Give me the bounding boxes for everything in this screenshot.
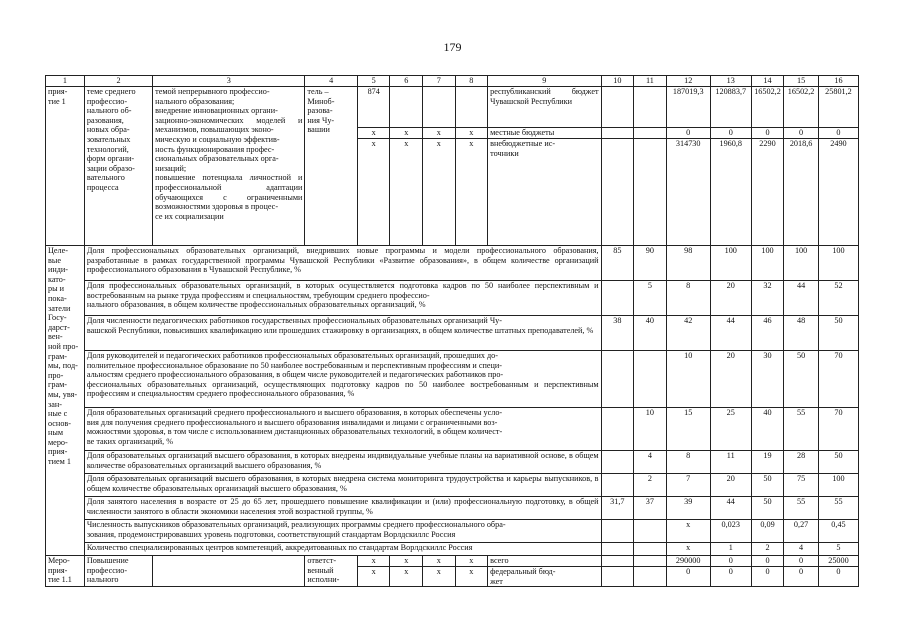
indicator-row xyxy=(46,316,859,351)
table-cell: 52 xyxy=(818,281,858,316)
table-cell: 55 xyxy=(784,408,819,451)
table-cell: 25 xyxy=(710,408,751,451)
table-cell: 28 xyxy=(784,451,819,474)
table-cell: 25000 xyxy=(818,556,858,567)
indicator-row xyxy=(46,520,859,543)
table-cell: 187019,3 xyxy=(666,87,710,128)
table-cell: 0,45 xyxy=(818,520,858,543)
table-cell: 0 xyxy=(710,567,751,587)
table-cell xyxy=(601,556,634,567)
table-cell xyxy=(601,520,634,543)
table-cell: x xyxy=(357,567,390,587)
indicator-row xyxy=(46,351,859,408)
table-cell: 98 xyxy=(666,246,710,281)
measure-number: Меро- прия- тие 1.1 xyxy=(46,556,85,587)
table-cell xyxy=(601,474,634,497)
table-cell xyxy=(423,87,456,128)
table-cell: 1960,8 xyxy=(710,139,751,246)
table-cell: 55 xyxy=(818,497,858,520)
indicator-row xyxy=(46,408,859,451)
table-cell: x xyxy=(390,556,423,567)
table-cell: 31,7 xyxy=(601,497,634,520)
header-row xyxy=(46,76,859,87)
indicator-text: Численность выпускников образовательных организаций, реализующих программы среднего профессионального обра- зования, продемонстрировавших уровень подготовки, соответствующий стандартам Ворлдскиллс Россия xyxy=(84,520,601,543)
indicator-text: Доля руководителей и педагогических работников профессиональных образовательных организаций, прошедших до- полнительное профессиональное образование по 50 наиболее востребованным и перспективным профессиям и специ- альностям среднего профессионального образования, в общем числе руководителей и педагогических работников про- фессиональных образовательных организаций, осуществляющих подготовку кадров по 50 наиболее востребованным и перспективным профессиям и специальностям среднего профессионального образования, % xyxy=(84,351,601,408)
table-cell: 0 xyxy=(784,128,819,139)
responsible-executor: тель – Миноб- разова- ния Чу- вашии xyxy=(305,87,358,246)
table-cell: 40 xyxy=(751,408,784,451)
column-number-7: 7 xyxy=(423,76,456,87)
table-cell: 7 xyxy=(666,474,710,497)
table-cell: x xyxy=(666,543,710,556)
table-cell: 75 xyxy=(784,474,819,497)
table-cell xyxy=(634,128,667,139)
table-cell: 70 xyxy=(818,408,858,451)
table-cell: 2490 xyxy=(818,139,858,246)
table-cell: 30 xyxy=(751,351,784,408)
column-number-5: 5 xyxy=(357,76,390,87)
table-cell: 10 xyxy=(666,351,710,408)
table-cell xyxy=(601,408,634,451)
column-number-3: 3 xyxy=(153,76,305,87)
table-cell: 19 xyxy=(751,451,784,474)
table-cell: 4 xyxy=(634,451,667,474)
table-cell: 42 xyxy=(666,316,710,351)
table-cell: 0,27 xyxy=(784,520,819,543)
table-cell: 55 xyxy=(784,497,819,520)
table-cell: 1 xyxy=(710,543,751,556)
table-cell: 44 xyxy=(710,497,751,520)
table-cell: 0 xyxy=(784,556,819,567)
column-number-14: 14 xyxy=(751,76,784,87)
table-cell xyxy=(601,87,634,128)
table-cell: 50 xyxy=(784,351,819,408)
table-cell: 0 xyxy=(784,567,819,587)
table-cell: x xyxy=(455,128,488,139)
table-cell xyxy=(601,543,634,556)
table-cell: 100 xyxy=(751,246,784,281)
table-cell: 20 xyxy=(710,281,751,316)
table-cell: 0 xyxy=(710,556,751,567)
measure-title: Повышение профессио- нального xyxy=(84,556,152,587)
indicator-text: Количество специализированных центров компетенций, аккредитованных по стандартам Ворлдскиллс Россия xyxy=(84,543,601,556)
program-table xyxy=(45,75,859,587)
table-cell: 16502,2 xyxy=(751,87,784,128)
table-cell xyxy=(601,567,634,587)
table-row xyxy=(46,556,859,567)
table-cell: 0 xyxy=(710,128,751,139)
indicator-row xyxy=(46,246,859,281)
table-cell: 15 xyxy=(666,408,710,451)
column-number-2: 2 xyxy=(84,76,152,87)
table-cell: x xyxy=(666,520,710,543)
table-cell xyxy=(601,351,634,408)
table-cell: x xyxy=(455,556,488,567)
table-cell: x xyxy=(423,139,456,246)
table-cell: x xyxy=(357,556,390,567)
table-cell: x xyxy=(390,139,423,246)
indicator-row xyxy=(46,543,859,556)
table-cell xyxy=(634,567,667,587)
column-number-15: 15 xyxy=(784,76,819,87)
indicator-row xyxy=(46,497,859,520)
table-cell: 16502,2 xyxy=(784,87,819,128)
table-cell: 2 xyxy=(751,543,784,556)
table-cell xyxy=(601,139,634,246)
table-cell: 85 xyxy=(601,246,634,281)
measure-number: прия- тие 1 xyxy=(46,87,85,246)
table-cell: 46 xyxy=(751,316,784,351)
indicator-row xyxy=(46,451,859,474)
table-cell xyxy=(390,87,423,128)
page-number: 179 xyxy=(443,40,462,54)
table-cell: x xyxy=(423,567,456,587)
table-cell: 2 xyxy=(634,474,667,497)
table-cell: x xyxy=(390,567,423,587)
table-cell: 50 xyxy=(818,316,858,351)
table-cell xyxy=(634,520,667,543)
table-cell: 4 xyxy=(784,543,819,556)
column-number-1: 1 xyxy=(46,76,85,87)
column-number-4: 4 xyxy=(305,76,358,87)
table-cell: x xyxy=(455,567,488,587)
measure-description xyxy=(153,556,305,587)
table-cell: 38 xyxy=(601,316,634,351)
table-cell xyxy=(634,351,667,408)
table-cell: 5 xyxy=(818,543,858,556)
table-cell: x xyxy=(455,139,488,246)
table-cell: 90 xyxy=(634,246,667,281)
table-cell: 25801,2 xyxy=(818,87,858,128)
table-cell: 70 xyxy=(818,351,858,408)
table-cell: 0 xyxy=(818,128,858,139)
indicator-row xyxy=(46,281,859,316)
table-cell: 5 xyxy=(634,281,667,316)
table-cell: 120883,7 xyxy=(710,87,751,128)
table-cell: 39 xyxy=(666,497,710,520)
indicator-text: Доля занятого населения в возрасте от 25 до 65 лет, прошедшего повышение квалификации и (или) профессиональную подготовку, в общей численности занятого в области экономики населения этой возрастной группы, % xyxy=(84,497,601,520)
table-cell: 40 xyxy=(634,316,667,351)
table-cell: 11 xyxy=(710,451,751,474)
table-cell: 100 xyxy=(818,246,858,281)
column-number-10: 10 xyxy=(601,76,634,87)
funding-source: всего xyxy=(488,556,601,567)
table-cell xyxy=(634,87,667,128)
indicator-text: Доля численности педагогических работников государственных профессиональных образовательных организаций Чу- вашской Республики, повысивших квалификацию или прошедших стажировку в организациях, в общем количестве штатных преподавателей, % xyxy=(84,316,601,351)
column-number-9: 9 xyxy=(488,76,601,87)
indicator-row xyxy=(46,474,859,497)
funding-source: внебюджетные ис- точники xyxy=(488,139,601,246)
table-cell: 37 xyxy=(634,497,667,520)
table-cell: 20 xyxy=(710,351,751,408)
table-cell: 100 xyxy=(710,246,751,281)
table-body xyxy=(46,76,859,587)
table-cell: x xyxy=(390,128,423,139)
funding-source: республиканский бюджет Чувашской Республики xyxy=(488,87,601,128)
table-cell: 874 xyxy=(357,87,390,128)
table-cell: 10 xyxy=(634,408,667,451)
table-cell xyxy=(634,543,667,556)
table-cell: 0,023 xyxy=(710,520,751,543)
table-cell: 50 xyxy=(751,474,784,497)
table-cell: 0 xyxy=(666,128,710,139)
column-number-8: 8 xyxy=(455,76,488,87)
table-cell: 314730 xyxy=(666,139,710,246)
table-cell: 8 xyxy=(666,281,710,316)
measure-description: темой непрерывного профессио- нального образования; внедрение инновационных органи- зационно-экономических моделей и механизмов, повышающих эконо- мическую и социальную эффектив- ность функционирования профес- сиональных образовательных орга- низаций; повышение потенциала личностной и профессиональной адаптации обучающихся с ограниченными возможностями здоровья в процес- се их социализации xyxy=(153,87,305,246)
table-cell: 50 xyxy=(818,451,858,474)
responsible-executor: ответст- венный исполни- xyxy=(305,556,358,587)
funding-source: местные бюджеты xyxy=(488,128,601,139)
table-cell: 100 xyxy=(818,474,858,497)
indicator-text: Доля образовательных организаций среднего профессионального и высшего образования, в которых обеспечены усло- вия для получения среднего профессионального и высшего образования инвалидами и лицами с ограниченными воз- можностями здоровья, в том числе с использованием дистанционных образовательных технологий, в общем количест- ве таких организаций, % xyxy=(84,408,601,451)
indicator-text: Доля образовательных организаций высшего образования, в которых внедрена система мониторинга трудоустройства и карьеры выпускников, в общем количестве образовательных организаций высшего образования, % xyxy=(84,474,601,497)
column-number-13: 13 xyxy=(710,76,751,87)
table-cell: x xyxy=(423,556,456,567)
table-cell: 20 xyxy=(710,474,751,497)
table-cell: x xyxy=(423,128,456,139)
table-row xyxy=(46,87,859,128)
table-cell: x xyxy=(357,128,390,139)
column-number-16: 16 xyxy=(818,76,858,87)
indicators-label: Целе- вые инди- като- ры и пока- затели Госу- дарст- вен- ной про- грам- мы, под- про- грам- мы, увя- зан- ные с основ- ным меро- прия- тием 1 xyxy=(46,246,85,556)
table-cell xyxy=(601,128,634,139)
column-number-6: 6 xyxy=(390,76,423,87)
table-cell: 100 xyxy=(784,246,819,281)
table-cell: 44 xyxy=(710,316,751,351)
column-number-11: 11 xyxy=(634,76,667,87)
table-cell: 0 xyxy=(666,567,710,587)
table-cell: 0 xyxy=(751,556,784,567)
table-cell: 8 xyxy=(666,451,710,474)
table-cell: 0 xyxy=(818,567,858,587)
funding-source: федеральный бюд- жет xyxy=(488,567,601,587)
table-cell: x xyxy=(357,139,390,246)
table-cell: 2290 xyxy=(751,139,784,246)
indicator-text: Доля профессиональных образовательных организаций, внедривших новые программы и модели профессионального образования, разработанные в рамках государственной программы Чувашской Республики «Развитие образования», в общем количестве организаций профессионального образования в Чувашской Республике, % xyxy=(84,246,601,281)
indicator-text: Доля образовательных организаций высшего образования, в которых внедрены индивидуальные учебные планы на вариативной основе, в общем количестве образовательных организаций высшего образования, % xyxy=(84,451,601,474)
table-cell xyxy=(601,451,634,474)
measure-title: теме среднего профессио- нального об- разования, новых обра- зовательных технологий, форм органи- зации образо- вательного процесса xyxy=(84,87,152,246)
indicator-text: Доля профессиональных образовательных организаций, в которых осуществляется подготовка кадров по 50 наиболее перспективным и востребованным на рынке труда профессиям и специальностям, требующим среднего профессио- нального образования, в общем количестве профессиональных образовательных организаций, % xyxy=(84,281,601,316)
table-cell xyxy=(455,87,488,128)
table-cell xyxy=(601,281,634,316)
table-cell xyxy=(634,556,667,567)
table-cell: 32 xyxy=(751,281,784,316)
table-cell: 0,09 xyxy=(751,520,784,543)
table-cell: 0 xyxy=(751,128,784,139)
column-number-12: 12 xyxy=(666,76,710,87)
table-cell: 2018,6 xyxy=(784,139,819,246)
table-cell xyxy=(634,139,667,246)
table-cell: 50 xyxy=(751,497,784,520)
table-cell: 44 xyxy=(784,281,819,316)
table-cell: 0 xyxy=(751,567,784,587)
table-cell: 48 xyxy=(784,316,819,351)
table-cell: 290000 xyxy=(666,556,710,567)
